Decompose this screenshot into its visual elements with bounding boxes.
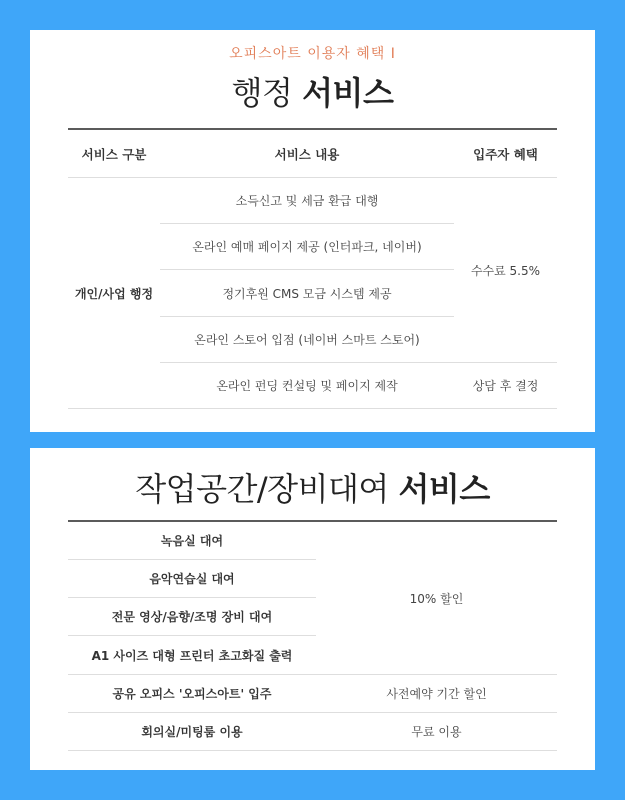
header-category: 서비스 구분 — [81, 146, 147, 162]
workspace-service-title: 작업공간/장비대여 서비스 — [135, 470, 490, 508]
service-row: 정기후원 CMS 모금 시스템 제공 — [222, 286, 392, 301]
header-benefit: 입주자 혜택 — [473, 146, 538, 162]
table-bottom-rule — [68, 750, 557, 751]
benefit-fee: 수수료 5.5% — [470, 263, 541, 278]
service-row: 온라인 스토어 입점 (네이버 스마트 스토어) — [194, 333, 420, 347]
workspace-row: 회의실/미팅룸 이용 — [141, 725, 243, 739]
workspace-row: 공유 오피스 '오피스아트' 입주 — [112, 687, 272, 701]
service-row: 소득신고 및 세금 환급 대행 — [235, 194, 379, 208]
benefit-reservation-discount: 사전예약 기간 할인 — [386, 687, 487, 701]
service-row: 온라인 예매 페이지 제공 (인터파크, 네이버) — [192, 240, 422, 254]
admin-service-card — [30, 30, 595, 432]
benefit-discount: 10% 할인 — [409, 591, 464, 606]
table-bottom-rule — [68, 408, 557, 409]
category-cell: 개인/사업 행정 — [74, 286, 154, 301]
workspace-row: A1 사이즈 대형 프린터 초고화질 출력 — [91, 648, 293, 663]
benefit-free: 무료 이용 — [411, 725, 462, 739]
service-row: 온라인 펀딩 컨설팅 및 페이지 제작 — [216, 379, 398, 393]
admin-service-title: 행정 서비스 — [231, 74, 394, 112]
benefit-consult: 상담 후 결정 — [472, 379, 539, 393]
workspace-row: 음악연습실 대여 — [149, 572, 235, 586]
workspace-row: 녹음실 대여 — [160, 534, 224, 548]
workspace-row: 전문 영상/음향/조명 장비 대여 — [111, 610, 273, 624]
benefit-kicker: 오피스아트 이용자 혜택 I — [229, 46, 396, 62]
workspace-service-card — [30, 448, 595, 770]
header-content: 서비스 내용 — [274, 146, 340, 162]
